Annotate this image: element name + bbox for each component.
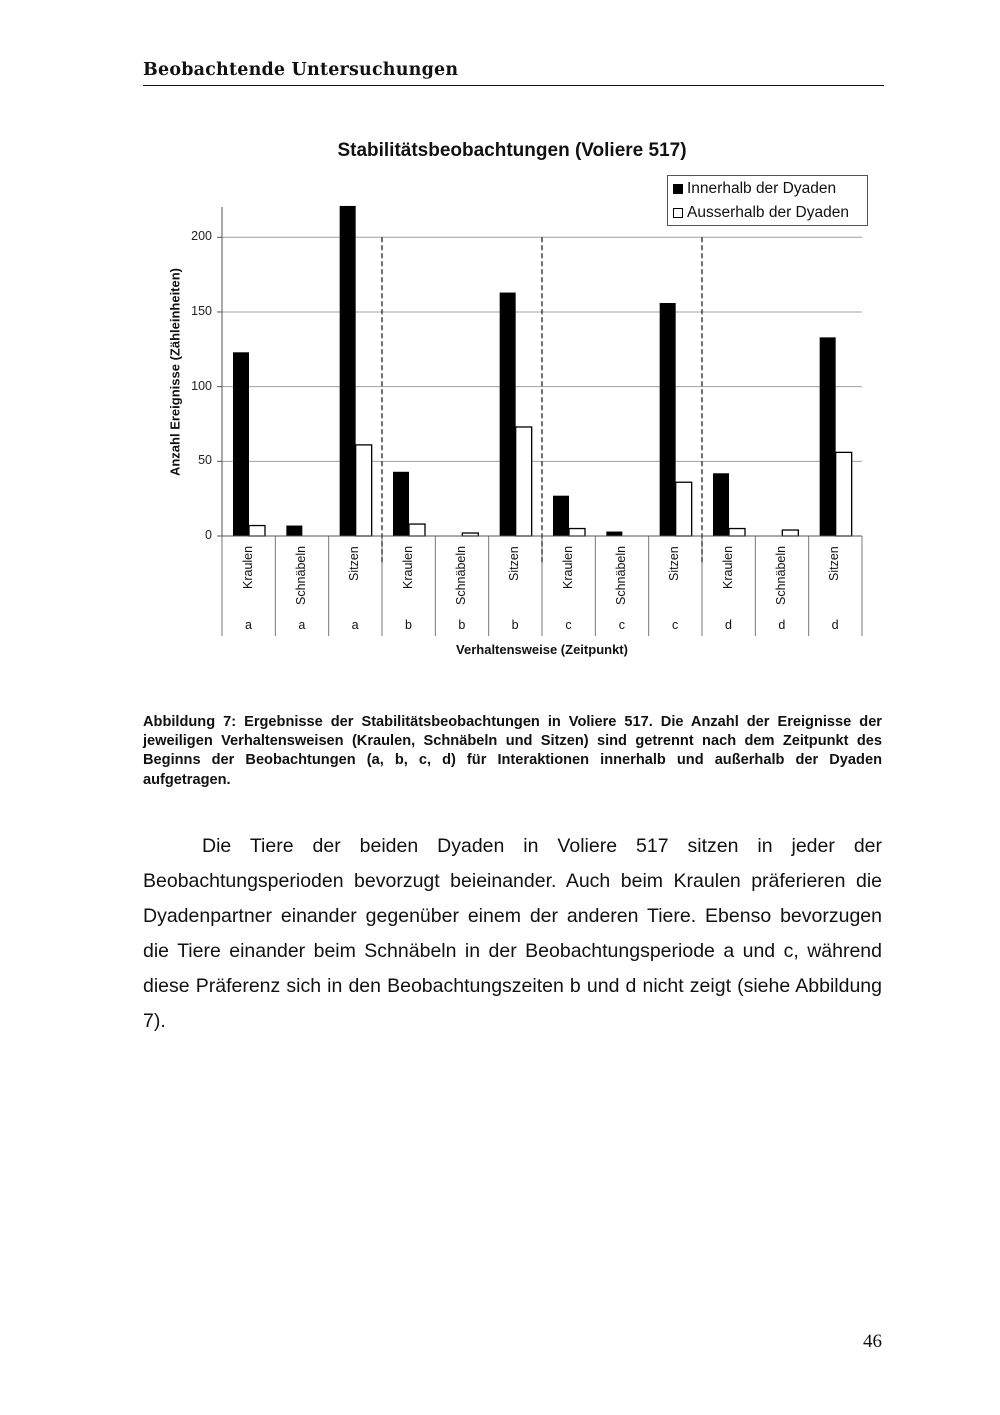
y-tick-label: 150: [191, 303, 212, 318]
x-period-label: b: [458, 618, 466, 632]
bar-ausserhalb: [836, 452, 852, 536]
x-category-label: Kraulen: [400, 545, 415, 589]
y-axis-label: Anzahl Ereignisse (Zähleinheiten): [167, 267, 183, 477]
header-title: Beobachtende Untersuchungen: [143, 60, 459, 80]
bar-ausserhalb: [729, 529, 745, 536]
legend-item-ausserhalb: [673, 204, 849, 222]
y-tick-label: 0: [205, 528, 212, 542]
y-tick-label: 100: [191, 378, 212, 393]
x-category-label: Kraulen: [560, 545, 575, 589]
bar-innerhalb: [820, 337, 836, 536]
legend-swatch-white-icon: [673, 208, 683, 218]
y-tick-label: 200: [191, 229, 212, 244]
x-period-label: b: [405, 618, 412, 632]
bar-ausserhalb: [782, 530, 798, 536]
bar-innerhalb: [340, 206, 356, 536]
bar-innerhalb: [606, 532, 622, 536]
x-category-label: Schnäbeln: [294, 545, 308, 605]
x-category-label: Sitzen: [827, 546, 842, 581]
x-period-label: c: [618, 618, 625, 632]
x-period-label: c: [565, 618, 572, 632]
x-category-label: Schnäbeln: [614, 545, 628, 605]
x-axis-label: Verhaltensweise (Zeitpunkt): [456, 642, 628, 657]
bar-chart: [0, 0, 1000, 700]
x-category-label: Sitzen: [347, 546, 362, 581]
chart-legend: [667, 175, 868, 226]
bar-innerhalb: [553, 496, 569, 536]
x-period-label: a: [245, 618, 252, 632]
x-category-label: Kraulen: [720, 545, 735, 589]
x-category-label: Schnäbeln: [774, 545, 788, 605]
x-category-label: Sitzen: [667, 546, 682, 581]
x-category-label: Schnäbeln: [454, 545, 468, 605]
y-tick-label: 50: [198, 453, 212, 468]
bar-innerhalb: [233, 352, 249, 536]
x-period-label: b: [511, 618, 519, 632]
bar-innerhalb: [660, 303, 676, 536]
legend-label: Ausserhalb der Dyaden: [687, 204, 849, 221]
x-period-label: a: [351, 618, 359, 632]
bar-innerhalb: [500, 293, 516, 536]
page-number: 46: [863, 1331, 882, 1352]
x-period-label: d: [778, 618, 786, 632]
chart-title: Stabilitätsbeobachtungen (Voliere 517): [337, 140, 687, 161]
bar-ausserhalb: [356, 445, 372, 536]
bar-innerhalb: [713, 473, 729, 536]
bar-ausserhalb: [409, 524, 425, 536]
body-paragraph: Die Tiere der beiden Dyaden in Voliere 517 sitzen in jeder der Beobachtungsperioden bevorzugt beieinander. Auch beim Kraulen präferieren die Dyadenpartner einander gegenüber einem der anderen Tiere. Ebenso bevorzugen die Tiere einander beim Schnäbeln in der Beobachtungsperiode a und c, während diese Präferenz sich in den Beobachtungszeiten b und d nicht zeigt (siehe Abbildung 7).: [143, 835, 882, 1032]
legend-swatch-black-icon: [673, 184, 683, 194]
bar-ausserhalb: [516, 427, 532, 536]
legend-item-innerhalb: [673, 180, 836, 198]
x-period-label: a: [298, 618, 306, 632]
x-category-label: Kraulen: [240, 545, 255, 589]
figure-caption: Abbildung 7: Ergebnisse der Stabilitätsbeobachtungen in Voliere 517. Die Anzahl der Ereignisse der jeweiligen Verhaltensweisen (Kraulen, Schnäbeln und Sitzen) sind getrennt nach dem Zeitpunkt des Beginns der Beobachtungen (a, b, c, d) für Interaktionen innerhalb und außerhalb der Dyaden aufgetragen.: [143, 714, 882, 788]
x-category-label: Sitzen: [507, 546, 522, 581]
x-period-label: d: [725, 618, 732, 632]
bar-ausserhalb: [676, 482, 692, 536]
bar-ausserhalb: [249, 526, 265, 536]
x-period-label: d: [831, 618, 839, 632]
bar-ausserhalb: [569, 529, 585, 536]
x-period-label: c: [672, 618, 679, 632]
legend-label: Innerhalb der Dyaden: [687, 180, 837, 197]
bar-innerhalb: [286, 526, 302, 536]
bar-innerhalb: [393, 472, 409, 536]
